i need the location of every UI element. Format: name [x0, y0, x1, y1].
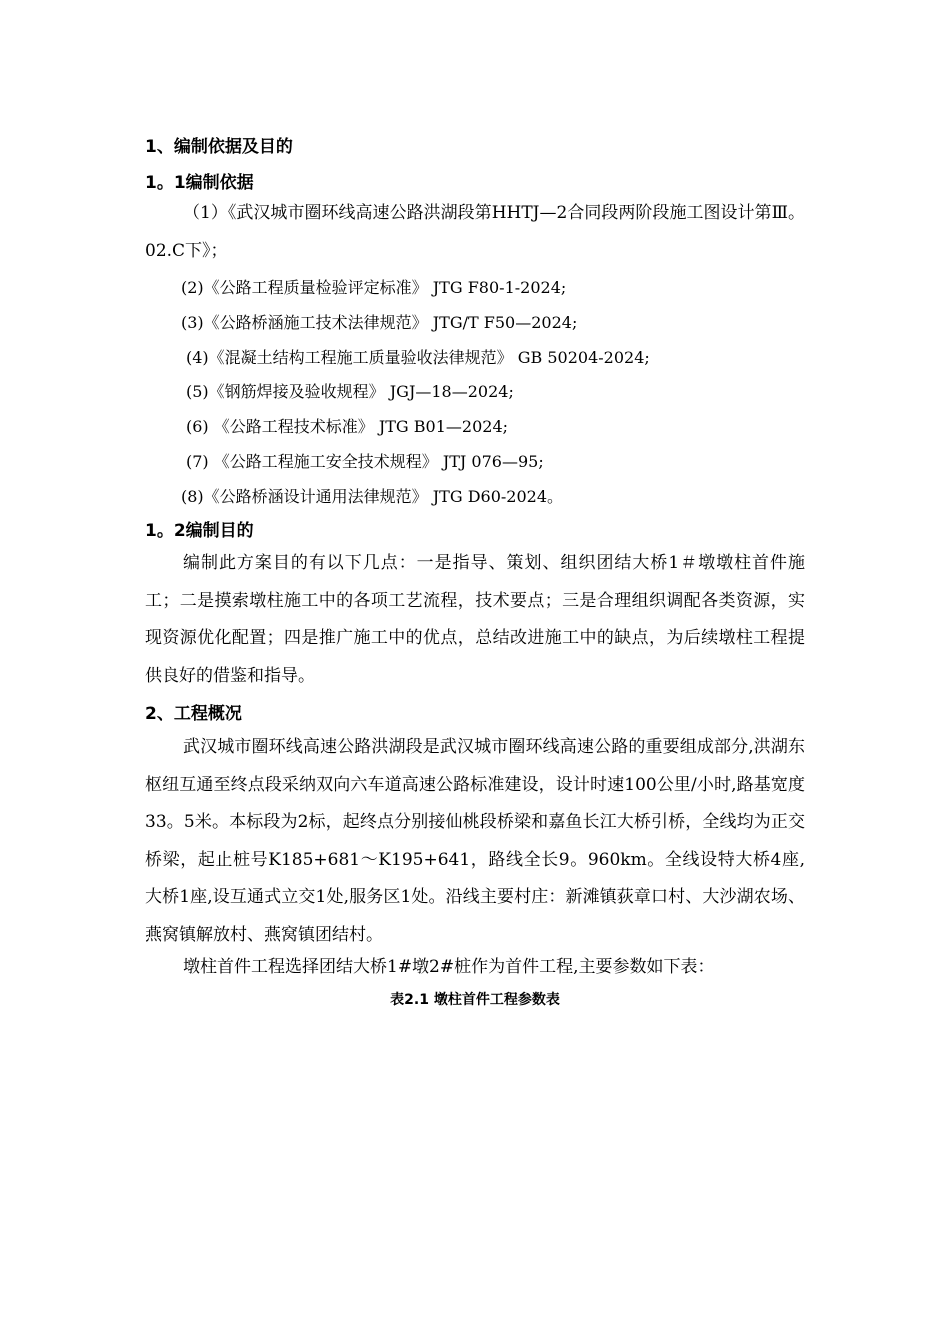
section-1-heading: 1、编制依据及目的 [145, 137, 293, 157]
section-2-heading: 2、工程概况 [145, 704, 242, 724]
purpose-paragraph: 编制此方案目的有以下几点：一是指导、策划、组织团结大桥1＃墩墩柱首件施工；二是摸索墩柱施工中的各项工艺流程，技术要点；三是合理组织调配各类资源，实现资源优化配置；四是推广施工中的优点，总结改进施工中的缺点，为后续墩柱工程提供良好的借鉴和指导。 [145, 553, 805, 686]
reference-item-5: (5)《钢筋焊接及验收规程》 JGJ—18—2024; [186, 382, 514, 401]
reference-item-1: （1）《武汉城市圈环线高速公路洪湖段第HHTJ—2合同段两阶段施工图设计第Ⅲ。02.C下》； [145, 203, 805, 261]
section-1-1-heading: 1。1编制依据 [145, 173, 254, 193]
table-caption: 表2.1 墩柱首件工程参数表 [390, 992, 560, 1008]
reference-item-6: (6) 《公路工程技术标准》 JTG B01—2024; [186, 417, 509, 436]
reference-item-8: (8)《公路桥涵设计通用法律规范》 JTG D60-2024。 [181, 487, 564, 506]
reference-item-7: (7) 《公路工程施工安全技术规程》 JTJ 076—95; [186, 452, 544, 471]
reference-item-3: (3)《公路桥涵施工技术法律规范》 JTG/T F50—2024; [181, 313, 578, 332]
reference-item-4: (4)《混凝土结构工程施工质量验收法律规范》 GB 50204-2024; [186, 348, 650, 367]
section-1-2-heading: 1。2编制目的 [145, 521, 254, 541]
overview-paragraph: 武汉城市圈环线高速公路洪湖段是武汉城市圈环线高速公路的重要组成部分,洪湖东枢纽互通至终点段采纳双向六车道高速公路标准建设，设计时速100公里/小时,路基宽度33。5米。本标段为2标，起终点分别接仙桃段桥梁和嘉鱼长江大桥引桥，全线均为正交桥梁，起止桩号K185+681～K195+641，路线全长9。960km。全线设特大桥4座,大桥1座,设互通式立交1处,服务区1处。沿线主要村庄：新滩镇荻章口村、大沙湖农场、燕窝镇解放村、燕窝镇团结村。 [145, 737, 805, 945]
table-intro-paragraph: 墩柱首件工程选择团结大桥1#墩2#桩作为首件工程,主要参数如下表： [183, 957, 715, 977]
reference-item-2: (2)《公路工程质量检验评定标准》 JTG F80-1-2024; [181, 278, 567, 297]
